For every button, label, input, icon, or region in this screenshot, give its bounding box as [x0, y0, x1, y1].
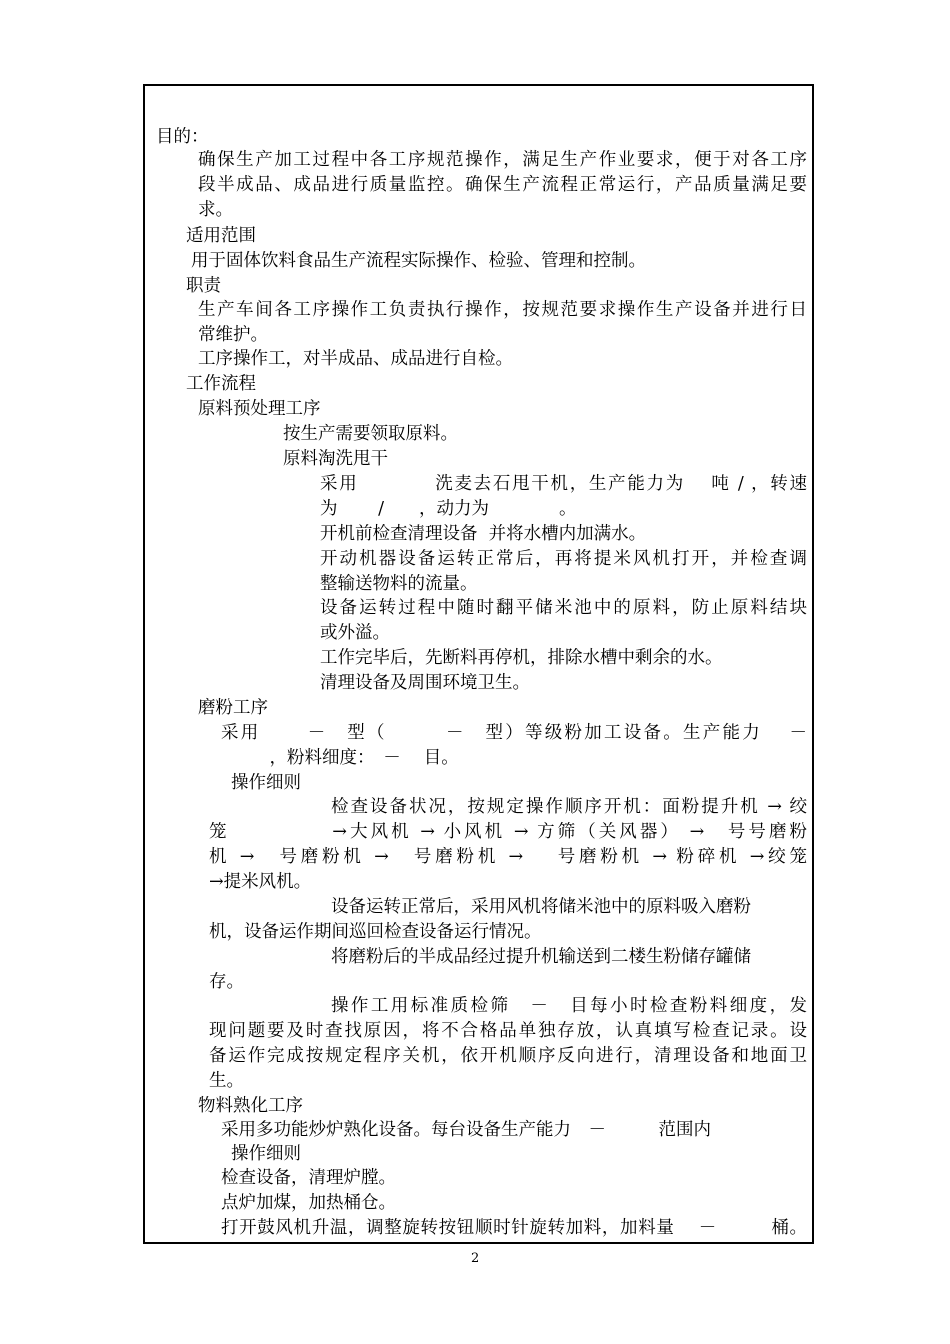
text-line: 求。 [198, 200, 233, 220]
text-line: 操作细则 [231, 773, 301, 793]
text-line: 用于固体饮料食品生产流程实际操作、检验、管理和控制。 [191, 251, 646, 271]
text-line: 工作流程 [186, 374, 256, 394]
text-line: 职责 [186, 276, 221, 296]
text-line: 设备运转正常后，采用风机将储米池中的原料吸入磨粉 [331, 897, 751, 917]
text-line: 为 / ，动力为 。 [320, 499, 577, 519]
text-line: 采用 － 型（ － 型）等级粉加工设备。生产能力 － [221, 723, 807, 743]
text-line: 段半成品、成品进行质量监控。确保生产流程正常运行，产品质量满足要 [198, 175, 807, 195]
text-line: 采用 洗麦去石甩干机，生产能力为 吨 / ，转速 [320, 474, 807, 494]
text-line: 生产车间各工序操作工负责执行操作，按规范要求操作生产设备并进行日 [198, 300, 807, 320]
text-line: →提米风机。 [209, 872, 312, 892]
text-line: 开动机器设备运转正常后，再将提米风机打开，并检查调 [320, 549, 807, 569]
text-line: 整输送物料的流量。 [320, 574, 478, 594]
text-line: 机 → 号磨粉机 → 号磨粉机 → 号磨粉机 → 粉碎机 →绞笼 [209, 847, 807, 867]
text-line: 打开鼓风机升温，调整旋转按钮顺时针旋转加料，加料量 － 桶。 [221, 1218, 807, 1238]
text-line: 操作工用标准质检筛 － 目每小时检查粉料细度，发 [331, 996, 807, 1016]
text-line: 现问题要及时查找原因，将不合格品单独存放，认真填写检查记录。设 [209, 1021, 807, 1041]
text-line: 点炉加煤，加热桶仓。 [221, 1193, 396, 1213]
text-line: 确保生产加工过程中各工序规范操作，满足生产作业要求，便于对各工序 [198, 150, 807, 170]
text-line: 原料预处理工序 [198, 399, 321, 419]
text-line: 或外溢。 [320, 623, 390, 643]
text-line: 物料熟化工序 [198, 1096, 303, 1116]
text-line: 操作细则 [231, 1144, 301, 1164]
text-line: 按生产需要领取原料。 [283, 424, 458, 444]
text-line: ，粉料细度： － 目。 [252, 748, 459, 768]
text-line: 笼 →大风机 → 小风机 → 方筛（关风器） → 号号磨粉 [209, 822, 807, 842]
text-line: 检查设备，清理炉膛。 [221, 1168, 396, 1188]
text-line: 常维护。 [198, 325, 268, 345]
text-line: 采用多功能炒炉熟化设备。每台设备生产能力 － 范围内 [221, 1120, 711, 1140]
text-line: 生。 [209, 1071, 244, 1091]
text-line: 备运作完成按规定程序关机，依开机顺序反向进行，清理设备和地面卫 [209, 1046, 807, 1066]
text-line: 磨粉工序 [198, 698, 268, 718]
page-number: 2 [471, 1251, 480, 1266]
text-line: 设备运转过程中随时翻平储米池中的原料，防止原料结块 [320, 598, 807, 618]
text-line: 将磨粉后的半成品经过提升机输送到二楼生粉储存罐储 [331, 947, 751, 967]
text-line: 机，设备运作期间巡回检查设备运行情况。 [209, 922, 542, 942]
text-line: 存。 [209, 972, 244, 992]
text-line: 清理设备及周围环境卫生。 [320, 673, 530, 693]
text-line: 工序操作工，对半成品、成品进行自检。 [198, 349, 513, 369]
text-line: 原料淘洗甩干 [283, 449, 388, 469]
text-line: 开机前检查清理设备 并将水槽内加满水。 [320, 524, 647, 544]
text-line: 检查设备状况，按规定操作顺序开机：面粉提升机 → 绞 [331, 797, 807, 817]
text-line: 适用范围 [186, 226, 256, 246]
text-line: 工作完毕后，先断料再停机，排除水槽中剩余的水。 [320, 648, 723, 668]
text-line: 目的： [156, 127, 209, 147]
